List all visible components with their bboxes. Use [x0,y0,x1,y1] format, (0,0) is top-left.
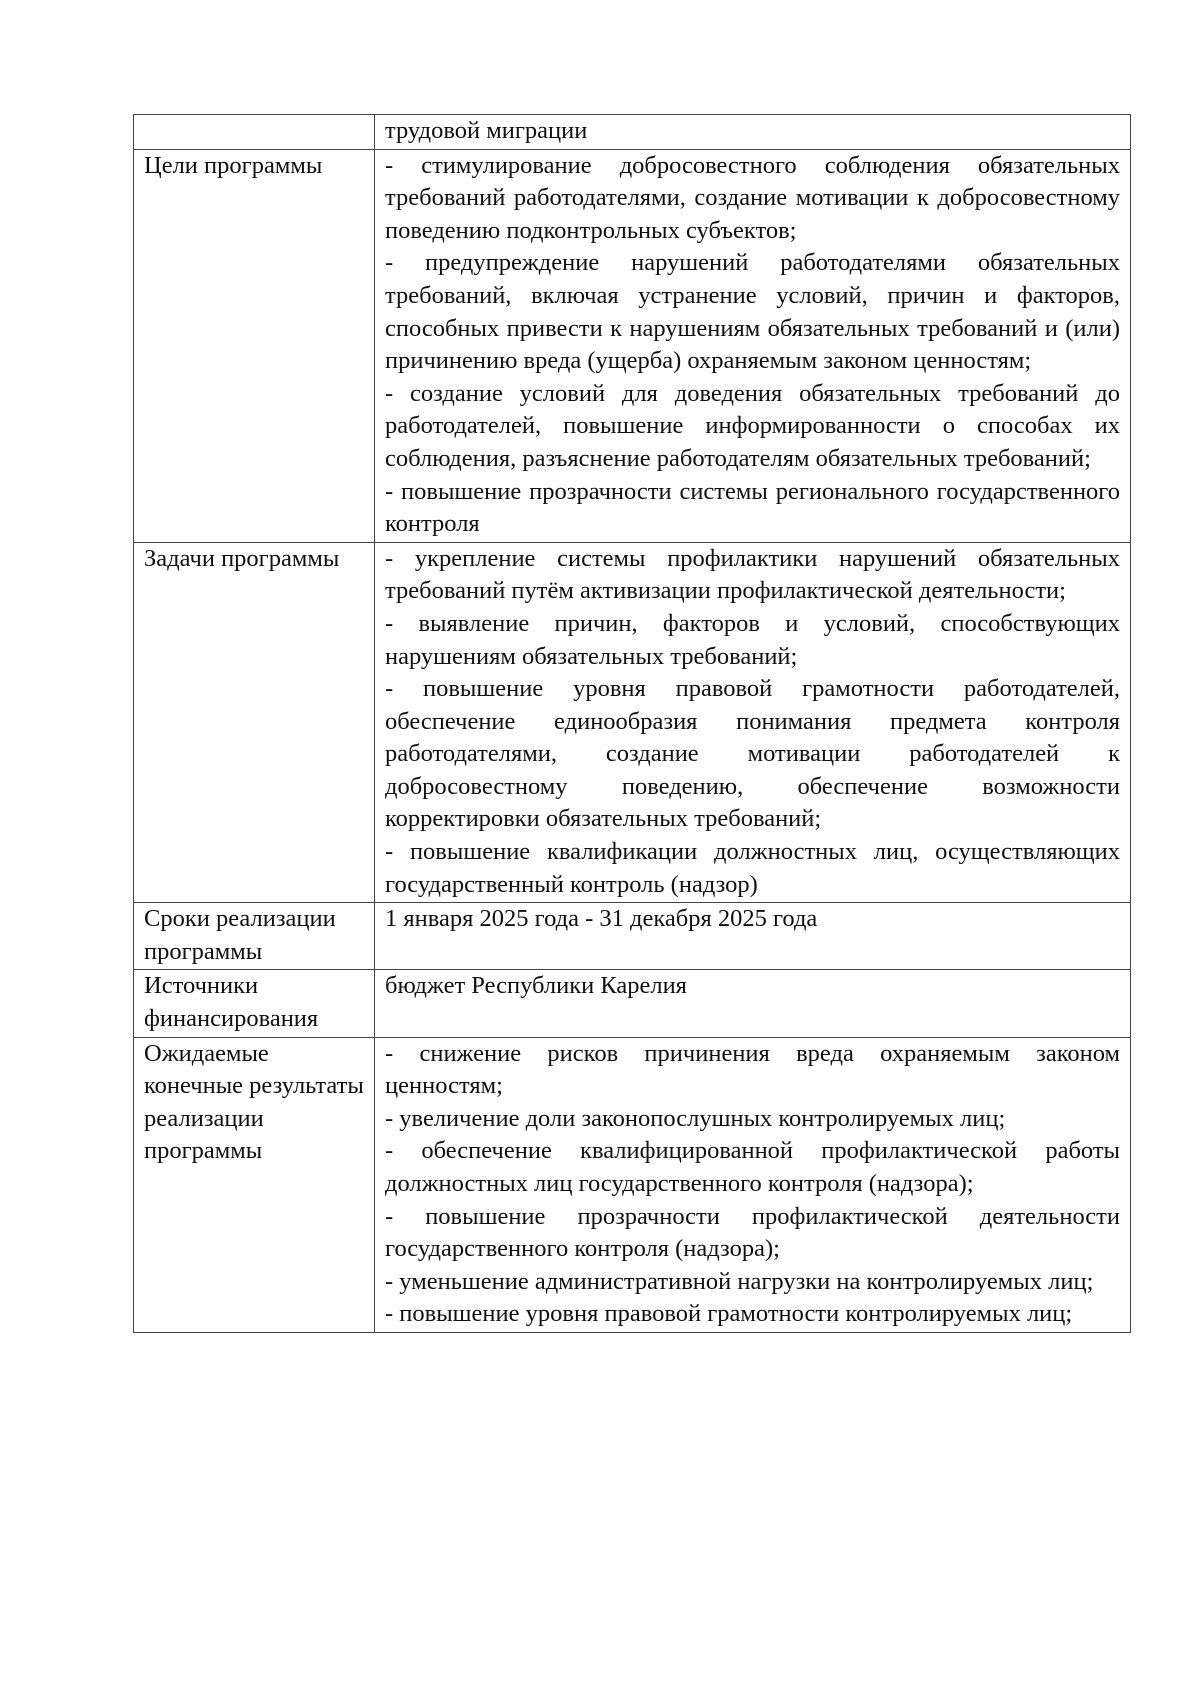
value-item: трудовой миграции [385,117,588,144]
table-row-continuation [134,115,1131,150]
value-item: - повышение уровня правовой грамотности работодателей, обеспечение единообразия понимания предмета контроля работодателями, создание мотивации работодателей к добросовестному поведению, обеспечение возможности корректировки обязательных требований; [385,675,1120,833]
value-item: - повышение квалификации должностных лиц, осуществляющих государственный контроль (надзор) [385,838,1120,898]
row-value-cell [375,149,1131,542]
row-label-cell [134,149,375,542]
row-label: Задачи программы [144,544,340,572]
value-item: бюджет Республики Карелия [385,972,687,1000]
row-value-cell [375,903,1131,970]
row-label-cell [134,1037,375,1332]
row-value-cell [375,115,1131,150]
value-item: - повышение прозрачности системы регионального государственного контроля [385,477,1120,538]
value-item: - создание условий для доведения обязательных требований до работодателей, повышение информированности о способах их соблюдения, разъяснение работодателям обязательных требований; [385,379,1120,472]
table-row-funding [134,970,1131,1037]
row-value-cell [375,1037,1131,1332]
value-item: - уменьшение административной нагрузки на контролируемых лиц; [385,1267,1094,1295]
value-item: 1 января 2025 года - 31 декабря 2025 года [385,905,818,933]
row-value-cell [375,542,1131,903]
value-item: - обеспечение квалифицированной профилактической работы должностных лиц государственного контроля (надзора); [385,1137,1120,1197]
value-item: - укрепление системы профилактики нарушений обязательных требований путём активизации профилактической деятельности; [385,544,1120,605]
value-item: - выявление причин, факторов и условий, способствующих нарушениям обязательных требований; [385,609,1120,670]
row-label: Сроки реализации программы [144,905,336,965]
row-label-cell [134,903,375,970]
value-item: - стимулирование добросовестного соблюдения обязательных требований работодателями, создание мотивации к добросовестному поведению подконтрольных субъектов; [385,151,1120,244]
row-label: Ожидаемые конечные результаты реализации программы [144,1039,364,1165]
row-label: Цели программы [144,151,323,179]
table-row-tasks [134,542,1131,903]
value-item: - повышение уровня правовой грамотности контролируемых лиц; [385,1300,1073,1328]
row-label: Источники финансирования [144,972,319,1033]
table-row-timeline [134,903,1131,970]
program-passport-table [133,114,1131,1333]
row-value-cell [375,970,1131,1037]
row-label-cell [134,115,375,150]
value-item: - предупреждение нарушений работодателями обязательных требований, включая устранение условий, причин и факторов, способных привести к нарушениям обязательных требований и (или) причинению вреда (ущерба) охраняемым законом ценностям; [385,249,1120,375]
row-label-cell [134,542,375,903]
table-row-expected-results [134,1037,1131,1332]
value-item: - увеличение доли законопослушных контролируемых лиц; [385,1104,1006,1132]
row-label-cell [134,970,375,1037]
value-item: - снижение рисков причинения вреда охраняемым законом ценностям; [385,1039,1120,1100]
table-row-goals [134,149,1131,542]
value-item: - повышение прозрачности профилактической деятельности государственного контроля (надзора); [385,1202,1120,1263]
